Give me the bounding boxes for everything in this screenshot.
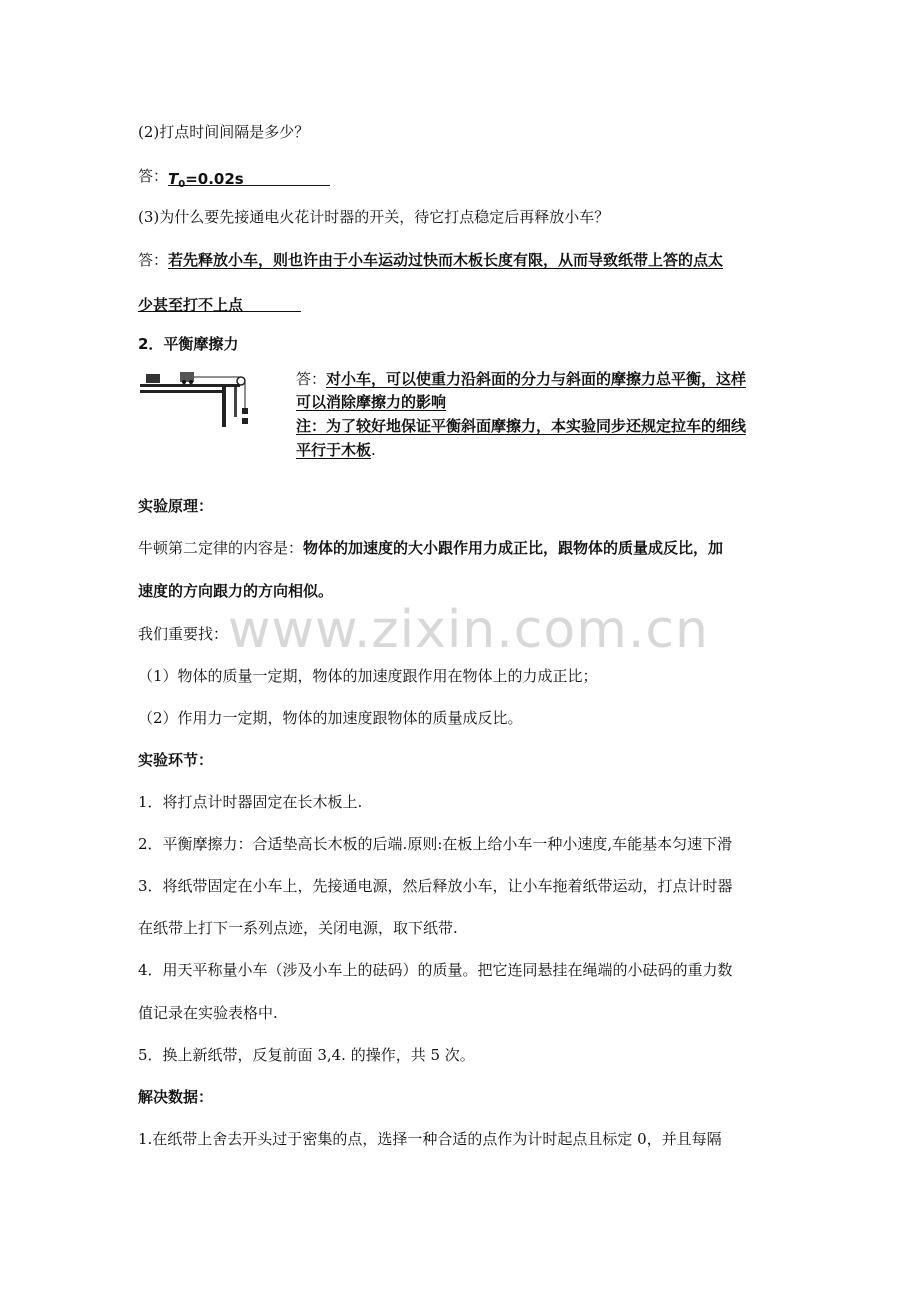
incline-apparatus-figure xyxy=(138,364,250,434)
q3-answer-line1 xyxy=(138,250,723,270)
board-lower xyxy=(140,390,222,393)
section2-answer-line1 xyxy=(296,368,746,390)
principle-intro: 牛顿第二定律的内容是： xyxy=(138,539,304,557)
principle-find: 我们重要找： xyxy=(138,625,229,643)
q2-answer-prefix: 答： xyxy=(138,167,169,185)
q3-answer-line2 xyxy=(138,292,301,312)
principle-line2: 速度的方向跟力的方向相似。 xyxy=(138,582,334,600)
principle-line1 xyxy=(138,538,723,558)
section2-note-line1: 注：为了较好地保证平衡斜面摩擦力，本实验同步还规定拉车的细线 xyxy=(296,417,747,435)
q3-answer-text2: 少甚至打不上点 xyxy=(138,296,244,314)
section2-note-text2: 平行于木板 xyxy=(296,441,372,459)
data-paragraph-1: 1.在纸带上舍去开头过于密集的点，选择一种合适的点作为计时起点且标定 0，并且每隔 xyxy=(138,1130,722,1148)
step-4-line1: 4．用天平称量小车（涉及小车上的砝码）的质量。把它连同悬挂在绳端的小砝码的重力数 xyxy=(138,961,733,979)
pulley-post xyxy=(234,387,237,417)
watermark: www.zixin.com.cn xyxy=(228,600,709,660)
section2-note-line2 xyxy=(296,439,376,461)
q2-answer-subscript: 0 xyxy=(178,179,186,190)
section2-answer-line2: 可以消除摩擦力的影响 xyxy=(296,393,447,411)
q3-answer-blank xyxy=(138,295,301,312)
principle-bold1: 物体的加速度的大小跟作用力成正比，跟物体的质量成反比，加 xyxy=(303,539,724,557)
q3-answer-text1: 若先释放小车，则也许由于小车运动过快而木板长度有限，从而导致纸带上答的点太 xyxy=(168,251,724,269)
q2-answer xyxy=(138,166,330,190)
hanging-weight xyxy=(242,418,248,424)
step-2: 2．平衡摩擦力：合适垫高长木板的后端.原则:在板上给小车一种小速度,车能基本匀速下滑 xyxy=(138,835,733,853)
principle-heading: 实验原理： xyxy=(138,497,214,515)
step-4-line2: 值记录在实验表格中. xyxy=(138,1004,278,1022)
q3-question: (3)为什么要先接通电火花计时器的开关，待它打点稳定后再释放小车？ xyxy=(138,208,610,226)
section2-answer-text1: 对小车，可以使重力沿斜面的分力与斜面的摩擦力总平衡，这样 xyxy=(326,370,747,388)
step-1: 1．将打点计时器固定在长木板上. xyxy=(138,793,363,811)
section2-note-end: . xyxy=(371,441,376,459)
principle-item2: （2）作用力一定期，物体的加速度跟物体的质量成反比。 xyxy=(138,709,523,727)
step-3-line2: 在纸带上打下一系列点迹，关闭电源，取下纸带. xyxy=(138,919,458,937)
table-leg xyxy=(222,387,226,427)
q3-answer-prefix: 答： xyxy=(138,251,169,269)
steps-heading: 实验环节： xyxy=(138,751,214,769)
q2-answer-blank xyxy=(168,169,330,190)
section2-heading: 2．平衡摩擦力 xyxy=(138,335,239,353)
q2-question: (2)打点时间间隔是多少？ xyxy=(138,123,310,141)
hanging-weight xyxy=(242,408,248,414)
board-top xyxy=(140,384,240,387)
q2-answer-value: =0.02s xyxy=(185,170,244,188)
timer-block xyxy=(146,374,160,383)
cart-wheel xyxy=(189,380,193,384)
step-5: 5．换上新纸带，反复前面 3,4. 的操作，共 5 次。 xyxy=(138,1046,475,1064)
principle-item1: （1）物体的质量一定期，物体的加速度跟作用在物体上的力成正比； xyxy=(138,667,598,685)
step-3-line1: 3．将纸带固定在小车上，先接通电源，然后释放小车，让小车拖着纸带运动，打点计时器 xyxy=(138,877,733,895)
data-heading: 解决数据： xyxy=(138,1088,214,1106)
cart-wheel xyxy=(182,380,186,384)
section2-answer-prefix: 答： xyxy=(296,370,327,388)
pulley xyxy=(237,377,245,385)
q2-answer-symbol: T xyxy=(168,170,179,188)
